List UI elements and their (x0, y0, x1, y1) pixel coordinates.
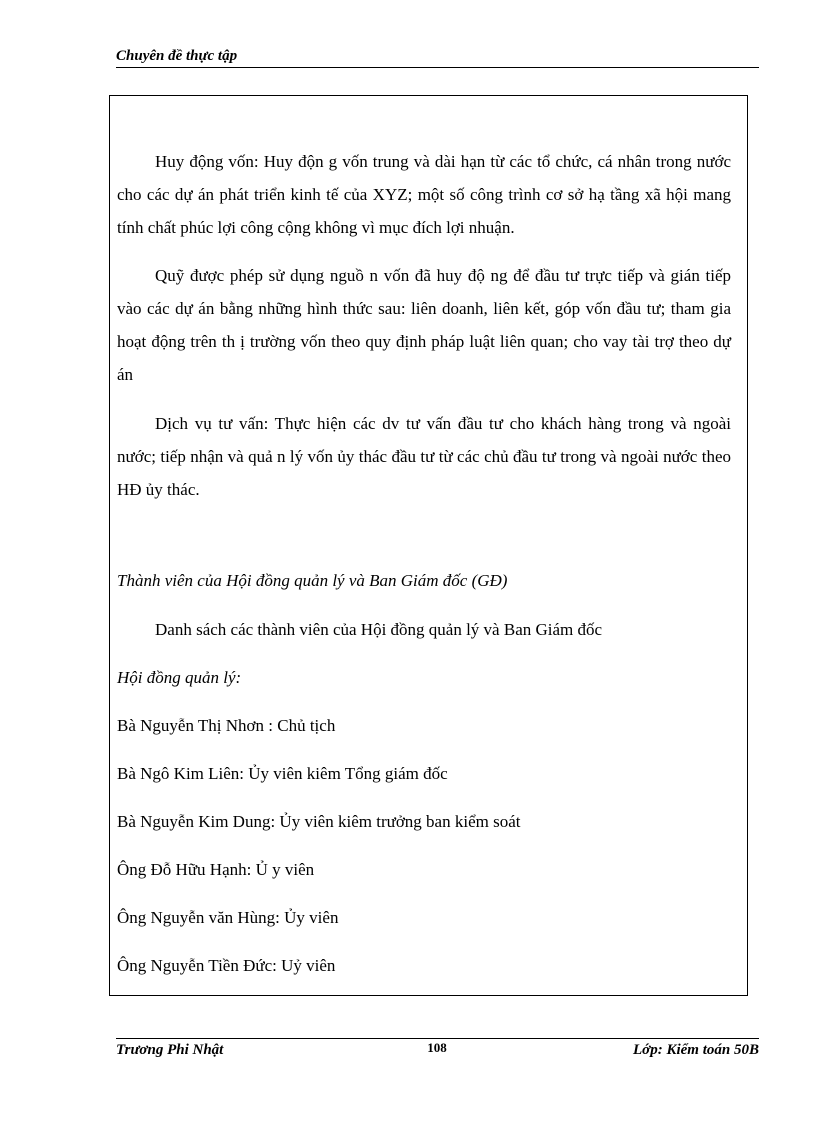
paragraph-fund-usage: Quỹ được phép sử dụng nguồ n vốn đã huy độ ng để đầu tư trực tiếp và gián tiếp vào các dự án bằng những hình thức sau: liên doanh, liên kết, góp vốn đầu tư; tham gia hoạt động trên th ị trường vốn theo quy định pháp luật liên quan; cho vay tài trợ theo dự án (117, 266, 731, 384)
page-number: 108 (427, 1040, 447, 1055)
member-item: Ông Nguyễn văn Hùng: Ủy viên (117, 908, 339, 927)
footer-author: Trương Phi Nhật (116, 1042, 224, 1058)
member-item: Bà Ngô Kim Liên: Ủy viên kiêm Tổng giám đốc (117, 764, 448, 783)
footer-class-label: Lớp: Kiểm toán 50B (633, 1042, 759, 1058)
member-item: Ông Nguyễn Tiền Đức: Uỷ viên (117, 956, 336, 975)
section-heading: Thành viên của Hội đồng quản lý và Ban Giám đốc (GĐ) (117, 571, 508, 590)
member-item: Ông Đỗ Hữu Hạnh: Ủ y viên (117, 860, 315, 879)
paragraph-capital-mobilization: Huy động vốn: Huy độn g vốn trung và dài hạn từ các tổ chức, cá nhân trong nước cho các dự án phát triển kinh tế của XYZ; một số công trình cơ sở hạ tầng xã hội mang tính chất phúc lợi công cộng không vì mục đích lợi nhuận. (117, 152, 731, 237)
paragraph-consulting-services: Dịch vụ tư vấn: Thực hiện các dv tư vấn đầu tư cho khách hàng trong và ngoài nước; tiếp nhận và quả n lý vốn ủy thác đầu tư từ các chủ đầu tư trong và ngoài nước theo HĐ ủy thác. (117, 414, 731, 499)
document-header-title: Chuyên đề thực tập (116, 48, 238, 64)
member-item: Bà Nguyễn Kim Dung: Ủy viên kiêm trưởng ban kiểm soát (117, 812, 521, 831)
footer-rule (116, 1038, 759, 1039)
council-label: Hội đồng quản lý: (117, 668, 242, 687)
list-intro: Danh sách các thành viên của Hội đồng quản lý và Ban Giám đốc (155, 620, 603, 639)
header-rule (116, 67, 759, 68)
member-item: Bà Nguyễn Thị Nhơn : Chủ tịch (117, 716, 336, 735)
